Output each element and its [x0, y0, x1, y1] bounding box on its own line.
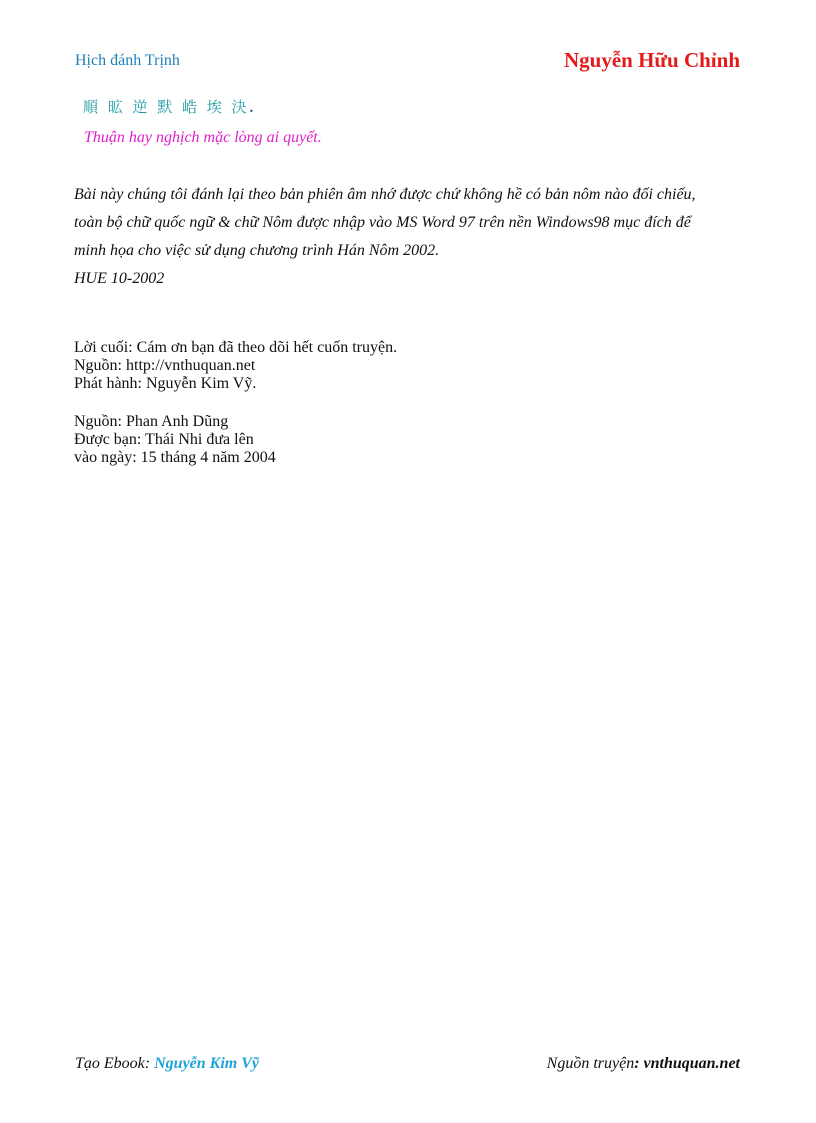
closing-line: vào ngày: 15 tháng 4 năm 2004 [74, 449, 276, 466]
note-line: toàn bộ chữ quốc ngữ & chữ Nôm được nhập vào MS Word 97 trên nền Windows98 mục đích để [74, 214, 691, 231]
footer-ebook-credit [75, 1055, 259, 1073]
ebook-separator: : [144, 1055, 151, 1072]
footer-source [547, 1055, 740, 1073]
spacer [74, 393, 397, 413]
ebook-creator-name: Nguyễn Kim Vỹ [154, 1055, 259, 1072]
closing-line: Nguồn: http://vnthuquan.net [74, 357, 256, 374]
closing-line: Nguồn: Phan Anh Dũng [74, 413, 229, 430]
closing-line: Được bạn: Thái Nhi đưa lên [74, 431, 254, 448]
ebook-label: Tạo Ebook [75, 1055, 145, 1072]
source-label: Nguồn truyện [546, 1055, 635, 1072]
note-line: minh họa cho việc sử dụng chương trình Hán Nôm 2002. [74, 242, 440, 259]
closing-line: Lời cuối: Cám ơn bạn đã theo dõi hết cuốn truyện. [74, 339, 398, 356]
nom-verse-text: 順 昿 逆 默 峼 埃 決 [83, 100, 250, 116]
note-line: Bài này chúng tôi đánh lại theo bản phiên âm nhớ được chứ không hề có bản nôm nào đối chiếu, [74, 186, 696, 203]
quoc-ngu-verse: Thuận hay nghịch mặc lòng ai quyết. [84, 129, 322, 146]
note-line: HUE 10-2002 [74, 270, 165, 287]
author-name: Nguyễn Hữu Chỉnh [564, 48, 740, 72]
closing-info [74, 339, 397, 467]
source-separator: : [634, 1055, 640, 1072]
editor-note [74, 181, 734, 293]
nom-verse-end: . [249, 100, 257, 116]
nom-verse [83, 96, 256, 117]
document-title: Hịch đánh Trịnh [75, 52, 180, 69]
source-site: vnthuquan.net [643, 1055, 740, 1072]
closing-line: Phát hành: Nguyễn Kim Vỹ. [74, 375, 257, 392]
